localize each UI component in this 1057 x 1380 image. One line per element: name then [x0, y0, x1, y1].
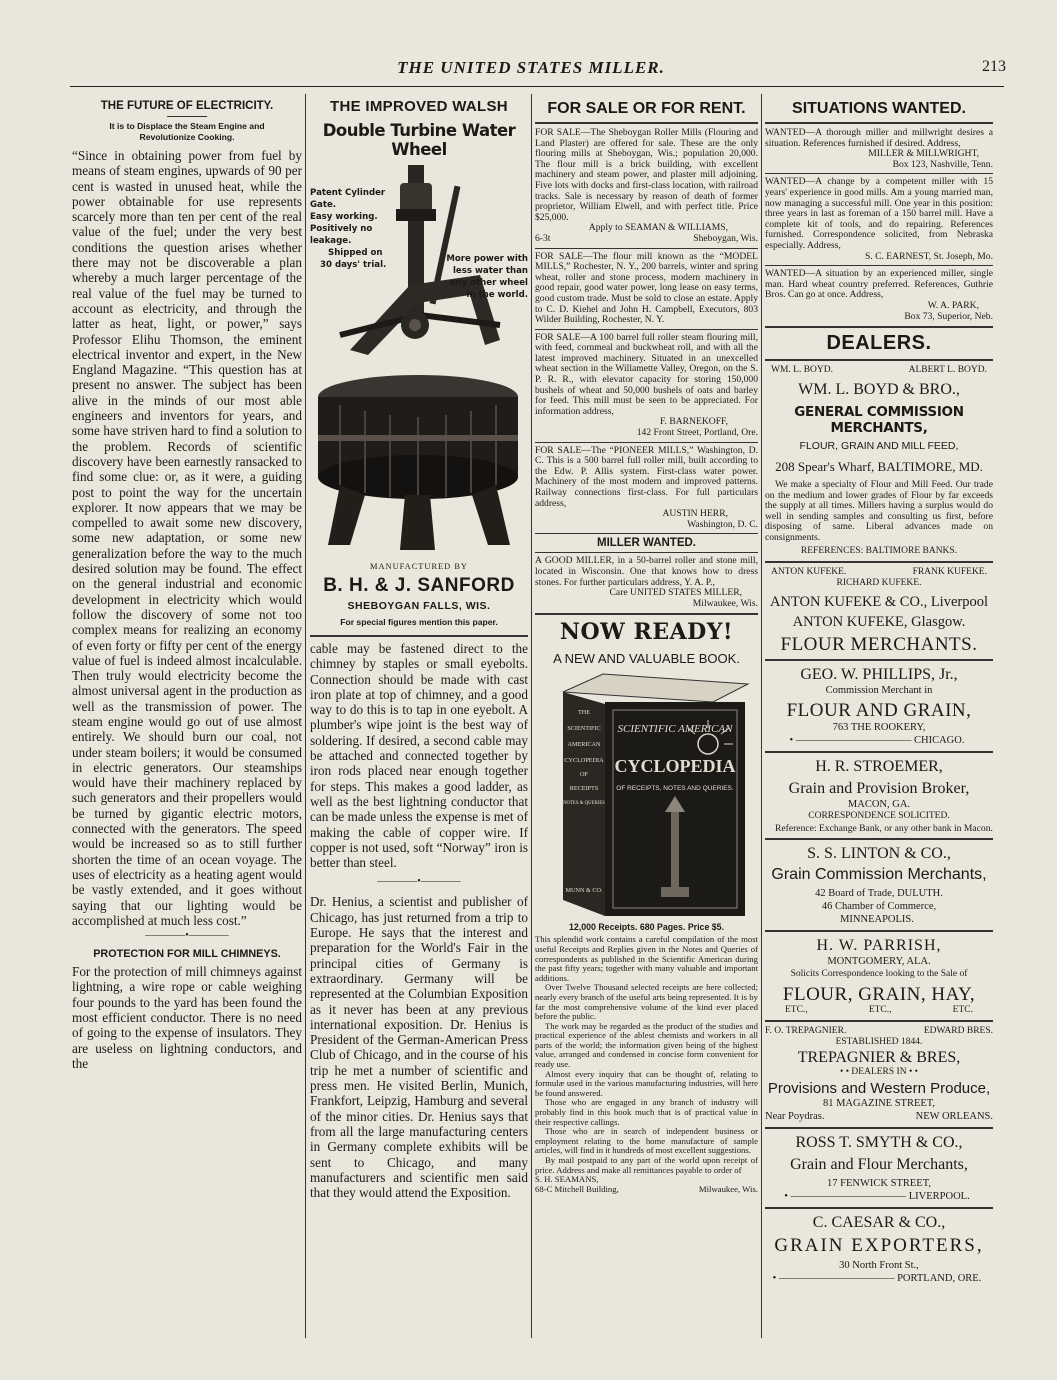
etc-text: ETC.,: [785, 1005, 808, 1016]
ad-feature: Shipped on: [328, 248, 383, 258]
ad-signature: F. BARNEKOFF,: [659, 416, 728, 428]
ad-text: A GOOD MILLER, in a 50-barrel roller and stone mill, located in Wisconsin. One that knows how to dress stones. For further particulars address, Y. A. P.,: [535, 555, 758, 588]
dealer-line: Commission Merchant in: [825, 684, 933, 696]
dealer-city: NEW ORLEANS.: [915, 1111, 993, 1123]
divider: [765, 1127, 993, 1129]
dealer-line: CORRESPONDENCE SOLICITED.: [808, 810, 950, 821]
section-title: SITUATIONS WANTED.: [792, 100, 966, 117]
column-1: [72, 98, 302, 1071]
book-spine-text: CYCLOPEDIA: [563, 757, 604, 765]
divider: [167, 116, 207, 117]
dealer-city: • ——————————— LIVERPOOL.: [784, 1191, 970, 1203]
ad-note: For special figures mention this paper.: [340, 617, 498, 627]
dealer-address: 30 North Front St.,: [839, 1260, 919, 1272]
ad-signature: Care UNITED STATES MILLER,: [609, 587, 742, 599]
page-number: 213: [982, 58, 1006, 75]
section-title: DEALERS.: [826, 332, 932, 355]
dealer-type: FLOUR, GRAIN, HAY,: [782, 984, 976, 1006]
situation-ad: [765, 128, 993, 170]
ad-signature-row: [535, 234, 758, 245]
dealer-address: 763 THE ROOKERY,: [832, 721, 926, 733]
ad-signature: AUSTIN HERR,: [662, 508, 728, 520]
dealer-ad-trepagnier: [765, 1026, 993, 1123]
book-description: By mail postpaid to any part of the world upon receipt of price. Address and make all remittances payable to order of: [535, 1155, 758, 1175]
dealer-city: MINNEAPOLIS.: [840, 914, 914, 926]
dealer-ad-stroemer: [765, 757, 993, 835]
ad-features: [310, 187, 390, 271]
divider: [535, 613, 758, 615]
book-cover-word: CYCLOPEDIA: [613, 756, 736, 777]
book-description: The work may be regarded as the product of the studies and practical experience of the ablest chemists and workers in all parts of the world; the information given being of the highest value, arranged and condensed in concise form convenient for ready use.: [535, 1020, 758, 1070]
book-spine-text: AMERICAN: [566, 741, 601, 749]
dealer-partner: ALBERT L. BOYD.: [908, 365, 987, 376]
book-spine-text: OF: [579, 771, 588, 779]
dealer-etc-row: [765, 1005, 993, 1016]
newspaper-page: [56, 48, 1006, 1348]
dealer-partner: WM. L. BOYD.: [771, 365, 834, 376]
dealer-ad-kufeke: [765, 567, 993, 655]
dealer-address: 81 MAGAZINE STREET,: [822, 1098, 936, 1110]
ad-signature: Apply to SEAMAN & WILLIAMS,: [588, 222, 728, 234]
dealer-partner: FRANK KUFEKE.: [912, 566, 987, 577]
running-head: [56, 58, 1006, 82]
article-subtitle: It is to Displace the Steam Engine and Revolutionize Cooking.: [109, 121, 265, 142]
divider: [765, 561, 993, 563]
book-stats: 12,000 Receipts. 680 Pages. Price $5.: [568, 922, 725, 933]
book-spine-text: SCIENTIFIC: [566, 725, 601, 733]
ad-feature: Easy working.: [310, 212, 378, 222]
book-spine-text: THE: [577, 709, 590, 717]
ad-subtitle: Double Turbine Water Wheel: [322, 121, 516, 159]
column-rule: [531, 94, 532, 1338]
dealer-ad-parrish: [765, 936, 993, 1016]
ad-text: FOR SALE—A 100 barrel full roller steam flouring mill, with feed, cornmeal and buckwheat roll, and with all the latest improved machinery. Situated in an unexcelled wheat section in the Willamette Valley, Oregon, on the S. P. R. R., with elevator capacity for storing 150,000 bushels of wheat and 50,000 bushels of oats and barley for feed. This mill must be seen to be appreciated. For information address,: [535, 331, 758, 417]
divider: [310, 635, 528, 637]
dealer-established: ESTABLISHED 1844.: [835, 1037, 923, 1048]
dealer-address: 46 Chamber of Commerce,: [821, 901, 937, 913]
book-spine-text: RECEIPTS: [569, 785, 598, 793]
dealer-city: • ——————————— CHICAGO.: [789, 734, 965, 746]
dealer-name: TREPAGNIER & BRES,: [797, 1049, 961, 1067]
dealer-city-row: [765, 1110, 993, 1123]
book-description: Those who are engaged in any branch of industry will probably find in this book much that is of practical value in their respective callings.: [535, 1097, 758, 1127]
turbine-illustration-area: [310, 165, 528, 560]
dealer-ad-caesar: [765, 1213, 993, 1285]
dealer-type: GRAIN EXPORTERS,: [774, 1235, 984, 1257]
ad-city: SHEBOYGAN FALLS, WIS.: [347, 600, 491, 612]
dealer-type: FLOUR MERCHANTS.: [780, 633, 978, 655]
ad-text: FOR SALE—The Sheboygan Roller Mills (Flouring and Land Plaster) are offered for sale. These are the only flouring mills at Sheboygan, Wis.; population 20,000. The flour mill is a brick building, with excellent machinery and steam power, and plaster mill adjoining. Five lots with docks and first-class location, with railroad tracks. Sale is necessary by reason of death of former proprietor, William Elwell, and with perfect title. Price $25,000.: [535, 127, 758, 223]
situation-ad: [765, 269, 993, 322]
dealer-partner: RICHARD KUFEKE.: [836, 577, 922, 588]
dealer-description: We make a specialty of Flour and Mill Feed. Our trade on the medium and lower grades of Flour by far exceeds the supply at all times. Millers having a surplus would do well in sending samples and consulting us first, before disposing of same. Liberal advances made on consignments.: [765, 479, 993, 544]
dealer-partner: EDWARD BRES.: [923, 1026, 993, 1037]
book-description: Those who are in search of independent business or employment relating to the home manufacture of sample articles, will find in it hundreds of most excellent suggestions.: [535, 1126, 758, 1156]
dealer-address: 17 FENWICK STREET,: [827, 1178, 931, 1190]
cyclopedia-book-illustration: [543, 672, 751, 918]
book-city: Milwaukee, Wis.: [698, 1183, 758, 1194]
dealer-ad-smyth: [765, 1133, 993, 1203]
divider: [765, 122, 993, 124]
article-body: cable may be fastened direct to the chimney by staples or small eyebolts. Connection should be made with cast iron plate at top of chimney, and a good way to do this is to tap in one eyebolt. A plumber's wipe joint is the best way of soldering. If desired, a second cable may be attached and connected together by iron rods placed near enough together for steps. This makes a good ladder, as well as the best lightning conductor that can be made unless the expense is met of making the cable of copper wire. If copper is not used, soft “Norway” iron is better than steel.: [310, 641, 528, 871]
dealer-city: MONTGOMERY, ALA.: [827, 956, 931, 968]
ad-location: Milwaukee, Wis.: [692, 597, 758, 609]
ad-signature: W. A. PARK,: [927, 299, 979, 311]
dealer-partners: [765, 365, 993, 376]
header-rule: [70, 86, 1004, 87]
divider: [765, 1207, 993, 1209]
divider: [535, 533, 758, 534]
ad-location: S. C. EARNEST, St. Joseph, Mo.: [864, 250, 993, 262]
ad-text: FOR SALE—The “PIONEER MILLS,” Washington, D. C. This is a 500 barrel full roller mill, built according to the Edw. P. Allis system. First-class water power. Machinery of the most modern and improved patterns. Railway connections first-class. For full particulars address,: [535, 444, 758, 509]
divider: [765, 659, 993, 661]
ad-more-line: in the world.: [466, 290, 528, 300]
dealer-near: Near Poydras.: [765, 1111, 825, 1123]
ad-location: Sheboygan, Wis.: [693, 232, 758, 244]
etc-text: ETC.,: [868, 1005, 892, 1016]
book-description: Almost every inquiry that can be thought of, relating to formulæ used in the various manufacturing industries, will here be found answered.: [535, 1068, 758, 1098]
dealer-line: Solicits Correspondence looking to the Sale of: [790, 969, 968, 980]
divider: [765, 173, 993, 174]
divider: [535, 442, 758, 443]
dealer-name: H. R. STROEMER,: [815, 757, 943, 775]
column-2: [310, 98, 528, 1200]
divider: [765, 751, 993, 753]
situation-ad: [765, 177, 993, 262]
divider: [535, 122, 758, 124]
section-title: FOR SALE OR FOR RENT.: [547, 100, 746, 117]
book-address-row: [535, 1185, 758, 1195]
ad-location: Box 123, Nashville, Tenn.: [892, 158, 993, 170]
dealer-type: Provisions and Western Produce,: [767, 1080, 991, 1098]
ad-title: THE IMPROVED WALSH: [330, 98, 508, 115]
dealer-name: ANTON KUFEKE, Glasgow.: [792, 613, 966, 630]
dealer-type: Grain and Provision Broker,: [788, 779, 970, 797]
dealer-ad-boyd: [765, 365, 993, 557]
dealer-reference: Reference: Exchange Bank, or any other bank in Macon.: [775, 822, 993, 834]
column-rule: [305, 94, 306, 1338]
dealer-name: C. CAESAR & CO.,: [812, 1214, 946, 1232]
book-description: Over Twelve Thousand selected receipts are here collected; nearly every branch of the useful arts being represented. It is by far the most comprehensive volume of the kind ever placed before the public.: [535, 982, 758, 1022]
classified-ad: [535, 333, 758, 439]
ad-code: 6-3t: [535, 232, 551, 244]
ad-text: WANTED—A thorough miller and millwright desires a situation. References furnished if desired. Address,: [765, 127, 993, 149]
dealer-partner: F. O. TREPAGNIER.: [765, 1026, 847, 1037]
ad-location: Box 73, Superior, Neb.: [904, 310, 993, 322]
divider: [535, 329, 758, 330]
ad-signature: MILLER & MILLWRIGHT,: [868, 148, 979, 160]
dealer-type: GENERAL COMMISSION MERCHANTS,: [794, 404, 964, 437]
dealer-references: REFERENCES: BALTIMORE BANKS.: [800, 545, 958, 556]
ornament-divider: ————•————: [145, 930, 229, 942]
divider: [765, 838, 993, 840]
divider: [535, 552, 758, 553]
book-description: This splendid work contains a careful compilation of the most useful Receipts and Replies given in the Notes and Queries of correspondents as published in the Scientific American during the past fifty years; together with many valuable and important additions.: [535, 934, 758, 983]
divider: [765, 326, 993, 328]
ad-text: WANTED—A change by a competent miller with 15 years' experience in good mills. Am a young married man, now managing a successful mill. One year in this position: three years in last as foreman of a 150 barrel mill. Have a complete kit of tools, and do repairing. References furnished. Correspondence solicited, from Nebraska especially. Address,: [765, 176, 993, 251]
divider: [765, 930, 993, 932]
dealer-name: ANTON KUFEKE & CO., Liverpool: [769, 593, 989, 610]
book-spine-publisher: MUNN & CO.: [565, 887, 602, 895]
dealer-partner: ANTON KUFEKE.: [771, 566, 847, 577]
dealer-city: • ——————————— PORTLAND, ORE.: [772, 1273, 982, 1285]
dealer-name: GEO. W. PHILLIPS, Jr.,: [800, 665, 958, 683]
classified-ad: [535, 446, 758, 531]
column-rule: [761, 94, 762, 1338]
dealer-city-name: PORTLAND, ORE.: [897, 1273, 982, 1285]
dealer-city-name: LIVERPOOL.: [908, 1191, 970, 1203]
ad-feature: 30 days' trial.: [320, 260, 387, 270]
dealer-name: S. S. LINTON & CO.,: [807, 845, 951, 863]
article-body: For the protection of mill chimneys against lightning, a wire rope or cable weighing four pounds to the yard has been found the most efficient conductor. There is no need of going to the expense of insulators. They are useless on lightning conductors, and the: [72, 964, 302, 1071]
book-spine-text: NOTES & QUERIES: [562, 801, 605, 807]
ad-feature: Positively no leakage.: [310, 224, 373, 246]
dealer-ad-phillips: [765, 665, 993, 747]
dealer-type: Grain Commission Merchants,: [771, 866, 987, 884]
classified-ad: [535, 128, 758, 245]
column-4: [765, 98, 993, 1285]
article-title: THE FUTURE OF ELECTRICITY.: [100, 100, 274, 112]
book-cover-subtitle: OF RECEIPTS, NOTES AND QUERIES.: [615, 785, 734, 793]
publication-title: THE UNITED STATES MILLER.: [397, 58, 665, 77]
ad-feature: Patent Cylinder Gate.: [310, 188, 386, 210]
dealer-address: 42 Board of Trade, DULUTH.: [815, 888, 943, 900]
ad-text: FOR SALE—The flour mill known as the “MODEL MILLS,” Rochester, N. Y., 200 barrels, winter and spring wheat, roller and stone process, modern machinery in good repair, good water power, long lease on easy terms, good custom trade. Must be sold to close an estate. Apply to C. D. Kiehel and John H. Campbell, Executors, 803 Wilder Building, Rochester, N. Y.: [535, 250, 758, 326]
ad-more-power: [446, 253, 528, 301]
turbine-advertisement: [310, 98, 528, 627]
divider: [765, 265, 993, 266]
ad-location: Washington, D. C.: [687, 518, 758, 530]
ad-maker: B. H. & J. SANFORD: [323, 575, 515, 596]
article-title: PROTECTION FOR MILL CHIMNEYS.: [93, 948, 281, 961]
dealer-type: FLOUR AND GRAIN,: [786, 699, 972, 721]
dealer-line-text: DEALERS IN: [851, 1067, 907, 1078]
ad-more-line: less water than: [452, 266, 528, 276]
ad-more-line: any other wheel: [449, 278, 528, 288]
dealer-partners: [765, 567, 993, 578]
divider: [765, 1020, 993, 1022]
ad-text: WANTED—A situation by an experienced miller, single man. Hard wheat country preferred. References, Guthrie Bros. Can go at once. Address,: [765, 268, 993, 301]
dealer-address: 208 Spear's Wharf, BALTIMORE, MD.: [775, 459, 983, 475]
book-address: 68-C Mitchell Building,: [535, 1183, 619, 1194]
dealer-type: Grain and Flour Merchants,: [790, 1156, 968, 1174]
divider: [535, 248, 758, 249]
dealer-name: WM. L. BOYD & BRO.,: [798, 381, 960, 399]
dealer-line: • • DEALERS IN • •: [840, 1067, 918, 1078]
dealer-city: MACON, GA.: [847, 798, 911, 810]
etc-text: ETC.: [952, 1005, 973, 1016]
book-headline: NOW READY!: [559, 619, 734, 646]
ornament-divider: ————•————: [377, 876, 461, 888]
book-cover-title: SCIENTIFIC AMERICAN: [617, 723, 732, 736]
dealer-partners: [765, 1026, 993, 1037]
dealer-name: ROSS T. SMYTH & CO.,: [795, 1134, 963, 1152]
dealer-ad-linton: [765, 844, 993, 926]
book-subtitle: A NEW AND VALUABLE BOOK.: [553, 651, 740, 667]
dealer-line: FLOUR, GRAIN AND MILL FEED,: [799, 440, 959, 453]
column-3: [535, 98, 758, 1194]
divider: [765, 359, 993, 361]
book-publisher: S. H. SEAMANS,: [535, 1174, 599, 1185]
classified-ad: [535, 252, 758, 326]
ad-more-line: More power with: [446, 254, 528, 264]
ad-manufactured-by: MANUFACTURED BY: [370, 562, 468, 571]
article-body: “Since in obtaining power from fuel by means of steam engines, upwards of 90 per cent is wasted in unused heat, while the power obtainable for use represents scarcely more than ten per cent of the real value of the fuel; under the very best conditions the question arises whether there may not be discoverable a plan whereby a much larger percentage of the real value of the fuel may be turned to account as electricity, and through the latter as heat, light, or power,” says Professor Elihu Thomson, the eminent electrical inventor and expert, in the New England Magazine. “This question has at present no answer. The subject has been alive in the minds of our most able engineers and inventors for years, and some have striven hard to find a solution to the problem. Records of scientific discovery have been earnestly ransacked to find some clue: or, as it were, a guiding post to point the way for the uncertain explorer. It now appears that we may be compelled to await some new discovery, some new adaptation, or some new generalization before the way to the much desired solution may be found. The effect on the general industrial and economic development in electricity which would follow the discovery of some not too complex means for realizing an economy of even forty or fifty per cent of the energy value of fuel is indeed almost incalculable. Then truly would electricity become the almost universal agent in the production as well as the transmission of power. The steam engine would go out of use almost entirely. We should burn our coal, not under steam boilers; it would be consumed in electric generators. Our steamships would have their machinery replaced by such generators and their propellers would be turned by gigantic electric motors, connected with the generators. The speed would be increased so as to still further shorten the time of an ocean voyage. The uses of electricity as a heating agent would be vastly extended, and it goes without saying that our lighting would be accomplished at much less cost.”: [72, 148, 302, 928]
ad-location: 142 Front Street, Portland, Ore.: [636, 427, 758, 439]
article-body: Dr. Henius, a scientist and publisher of Chicago, has just returned from a trip to Europe. He says that the interest and preparation for the World's Fair in the principal cities of Germany is extraordinary. Germany will be represented at the Columbian Exposition as it never has been at any previous international exposition. Dr. Henius is President of the German-American Press Club of Chicago, and in the course of his trip he met a number of scientific and press men. He visited Berlin, Munich, Frankfort, Leipzig, Hamburg and several of the minor cities. Dr. Henius says that from all the large manufacturing centers in Germany complete exhibits will be sent to Chicago, and many manufacturers and scientific men said that they would attend the Exposition.: [310, 894, 528, 1201]
section-title: MILLER WANTED.: [596, 537, 697, 550]
dealer-city-name: CHICAGO.: [913, 734, 965, 746]
dealer-name: H. W. PARRISH,: [816, 937, 942, 955]
